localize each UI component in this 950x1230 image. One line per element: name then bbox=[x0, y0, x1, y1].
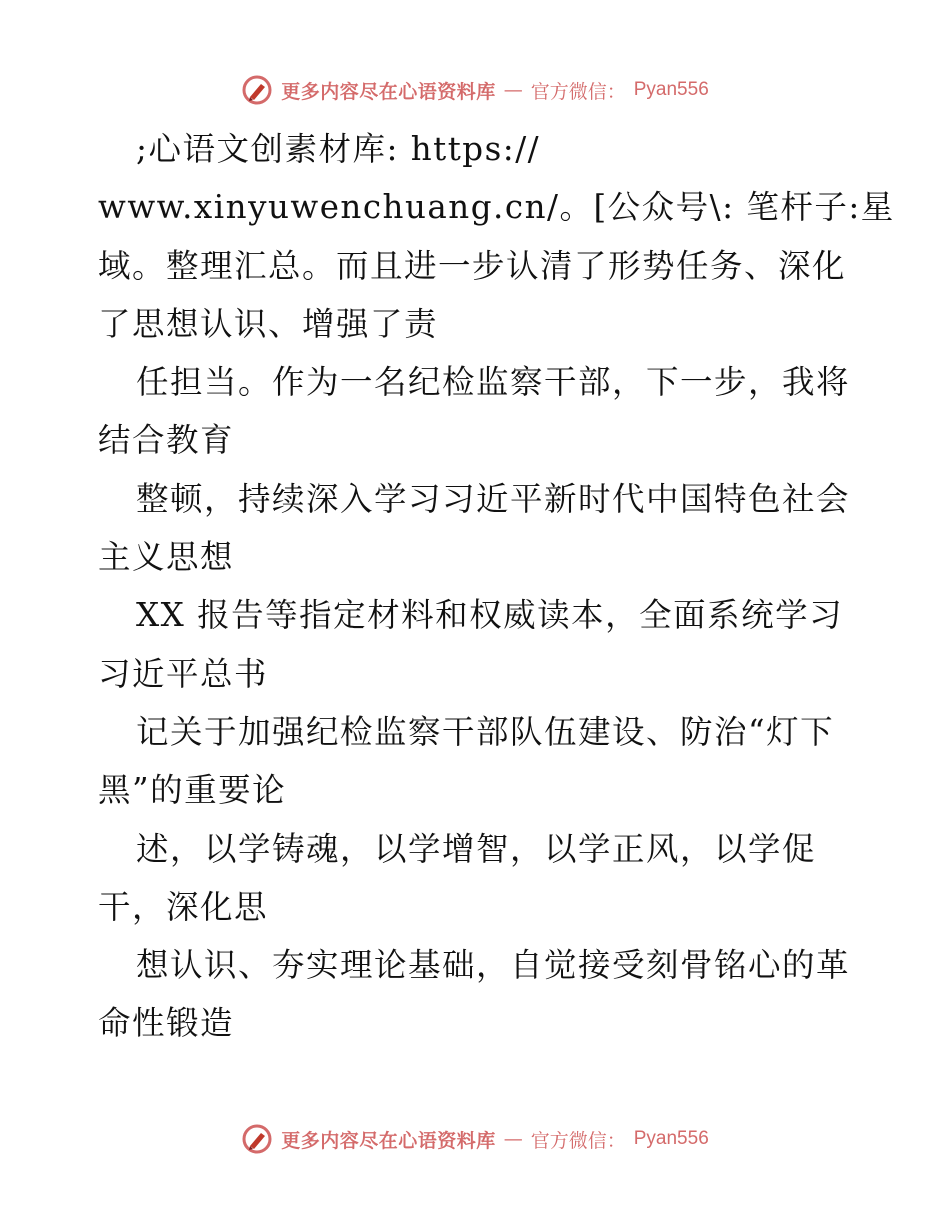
header-banner bbox=[0, 70, 950, 110]
text-line: 述，以学铸魂，以学增智，以学正风，以学促 bbox=[136, 829, 817, 868]
text-line: ;心语文创素材库: https:// bbox=[136, 130, 541, 168]
text-line: XX 报告等指定材料和权威读本，全面系统学习 bbox=[136, 596, 844, 635]
pen-logo-icon bbox=[241, 1123, 273, 1155]
document-body bbox=[98, 120, 895, 1053]
pen-logo-icon bbox=[241, 74, 273, 106]
footer-banner bbox=[0, 1119, 950, 1159]
banner-official-label: 官方微信： bbox=[530, 80, 626, 103]
banner-official-label: 官方微信： bbox=[530, 1129, 626, 1152]
banner-separator: — bbox=[503, 1128, 523, 1150]
banner-separator: — bbox=[503, 79, 523, 101]
banner-title: 更多内容尽在心语资料库 bbox=[281, 80, 496, 103]
text-line: 了思想认识、增强了责 bbox=[98, 304, 439, 343]
banner-wechat-handle: Pyan556 bbox=[633, 1128, 709, 1149]
text-line: 黑”的重要论 bbox=[98, 771, 287, 810]
text-line: 记关于加强纪检监察干部队伍建设、防治“灯下 bbox=[136, 712, 835, 751]
text-line: 整顿，持续深入学习习近平新时代中国特色社会 bbox=[136, 479, 851, 518]
text-line: 干，深化思 bbox=[98, 887, 269, 926]
text-line: 主义思想 bbox=[98, 538, 235, 577]
banner-wechat-handle: Pyan556 bbox=[633, 79, 709, 100]
text-line: 任担当。作为一名纪检监察干部，下一步，我将 bbox=[136, 363, 851, 402]
text-line: 命性锻造 bbox=[98, 1004, 235, 1043]
text-line: www.xinyuwenchuang.cn/。[公众号\: 笔杆子:星 bbox=[98, 188, 895, 227]
text-line: 结合教育 bbox=[98, 421, 235, 460]
banner-title: 更多内容尽在心语资料库 bbox=[281, 1129, 496, 1152]
text-line: 域。整理汇总。而且进一步认清了形势任务、深化 bbox=[98, 246, 847, 285]
text-line: 习近平总书 bbox=[98, 654, 269, 693]
text-line: 想认识、夯实理论基础，自觉接受刻骨铭心的革 bbox=[136, 946, 851, 985]
